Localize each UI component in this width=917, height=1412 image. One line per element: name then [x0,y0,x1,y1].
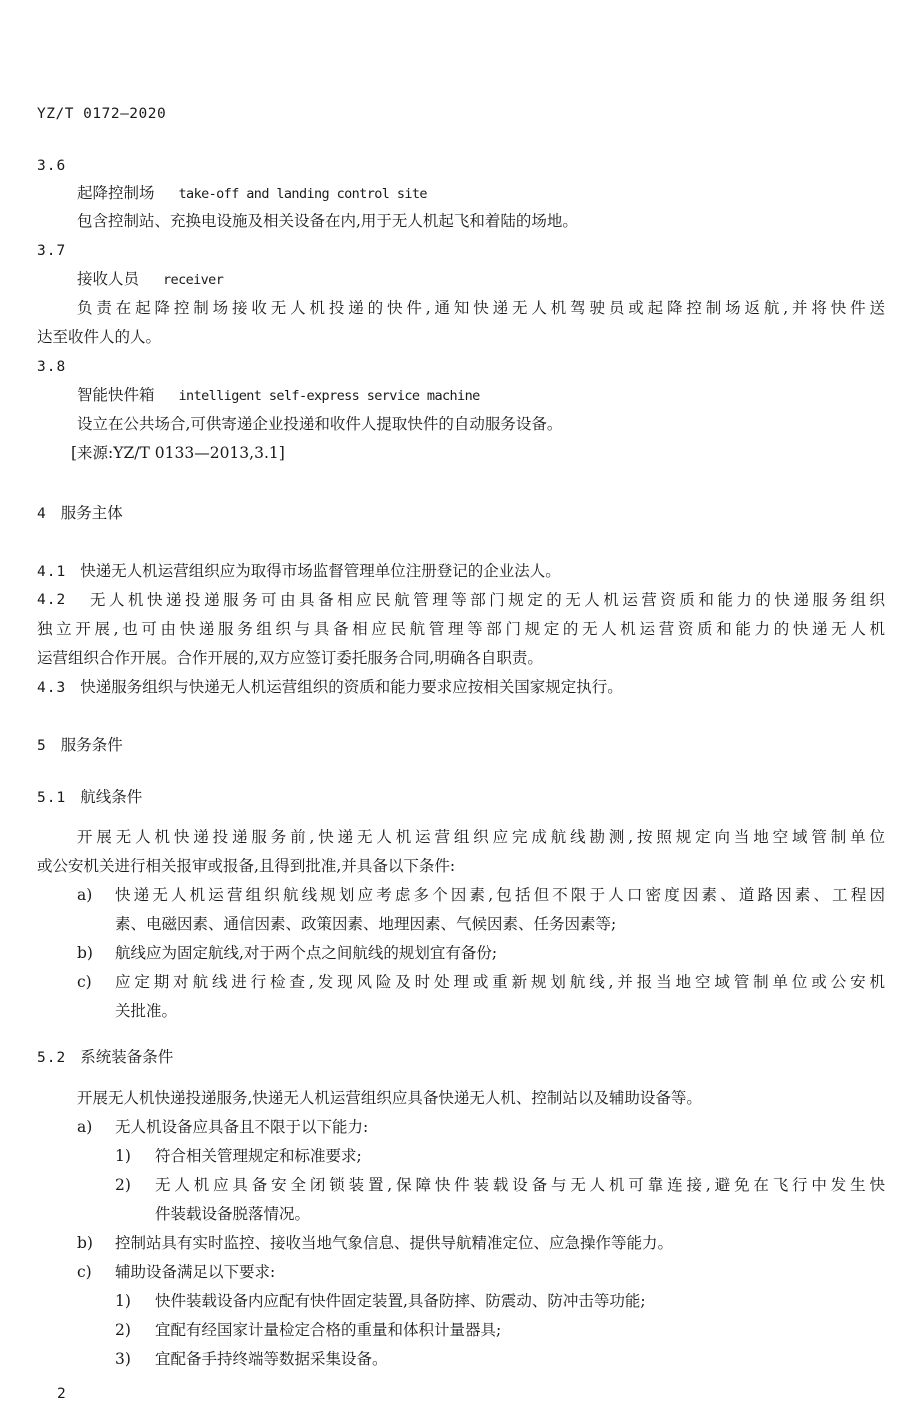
section-title: 服务条件 [60,736,123,754]
clause-4-2-line1: 无人机快递投递服务可由具备相应民航管理等部门规定的无人机运营资质和能力的快递服务组织 [90,591,885,609]
clause-number: 4.3 [37,680,67,696]
page-number: 2 [57,1386,67,1402]
section-heading-5 [37,735,123,756]
clause-number-3-8: 3.8 [37,359,67,375]
term-cn: 智能快件箱 [77,386,155,404]
sublist-marker-5-2-a-1: 1) [115,1147,131,1165]
sublist-item-5-2-a-1: 符合相关管理规定和标准要求; [155,1147,362,1165]
subsection-heading-5-2 [37,1047,173,1068]
term-cn: 接收人员 [77,270,140,288]
sublist-item-5-2-c-1: 快件装载设备内应配有快件固定装置,具备防摔、防震动、防冲击等功能; [155,1292,646,1310]
sublist-item-5-2-a-2-line2: 件装载设备脱落情况。 [155,1205,311,1223]
list-marker-5-2-a: a) [77,1118,93,1136]
definition-3-7-line1: 负责在起降控制场接收无人机投递的快件,通知快递无人机驾驶员或起降控制场返航,并将快件送 [77,299,885,317]
term-en: intelligent self-express service machine [178,388,480,404]
term-cn: 起降控制场 [77,184,155,202]
list-item-5-1-a-line1: 快递无人机运营组织航线规划应考虑多个因素,包括但不限于人口密度因素、道路因素、工程因 [115,886,885,904]
list-item-5-1-c-line2: 关批准。 [115,1002,178,1020]
list-marker-5-2-b: b) [77,1234,93,1252]
source-note-3-8: [来源:YZ/T 0133—2013,3.1] [71,444,285,462]
sublist-marker-5-2-c-2: 2) [115,1321,131,1339]
definition-3-8: 设立在公共场合,可供寄递企业投递和收件人提取快件的自动服务设备。 [77,415,563,433]
list-item-5-2-b: 控制站具有实时监控、接收当地气象信息、提供导航精准定位、应急操作等能力。 [115,1234,674,1252]
subsection-heading-5-1 [37,787,142,808]
subsection-title: 航线条件 [80,788,143,806]
sublist-item-5-2-a-2-line1: 无人机应具备安全闭锁装置,保障快件装载设备与无人机可靠连接,避免在飞行中发生快 [155,1176,885,1194]
para-5-1-intro-line2: 或公安机关进行相关报审或报备,且得到批准,并具备以下条件: [37,857,456,875]
list-marker-5-1-a: a) [77,886,93,904]
subsection-number: 5.1 [37,790,67,806]
list-item-5-2-c: 辅助设备满足以下要求: [115,1263,276,1281]
clause-4-2-line2: 独立开展,也可由快递服务组织与具备相应民航管理等部门规定的无人机运营资质和能力的快递无人机 [37,620,885,638]
subsection-title: 系统装备条件 [80,1048,174,1066]
section-heading-4 [37,503,123,524]
term-3-6 [77,183,427,204]
clause-number-4-2: 4.2 [37,592,67,608]
sublist-item-5-2-c-2: 宜配有经国家计量检定合格的重量和体积计量器具; [155,1321,502,1339]
sublist-marker-5-2-c-3: 3) [115,1350,131,1368]
list-item-5-1-a-line2: 素、电磁因素、通信因素、政策因素、地理因素、气候因素、任务因素等; [115,915,617,933]
sublist-marker-5-2-a-2: 2) [115,1176,131,1194]
list-marker-5-1-c: c) [77,973,92,991]
para-5-2-intro: 开展无人机快递投递服务,快递无人机运营组织应具备快递无人机、控制站以及辅助设备等。 [77,1089,702,1107]
term-3-7 [77,269,223,290]
sublist-marker-5-2-c-1: 1) [115,1292,131,1310]
term-3-8 [77,385,480,406]
definition-3-6: 包含控制站、充换电设施及相关设备在内,用于无人机起飞和着陆的场地。 [77,212,578,230]
section-number: 5 [37,738,47,754]
subsection-number: 5.2 [37,1050,67,1066]
term-en: receiver [163,272,224,288]
sublist-item-5-2-c-3: 宜配备手持终端等数据采集设备。 [155,1350,388,1368]
clause-number-3-6: 3.6 [37,158,67,174]
list-item-5-1-c-line1: 应定期对航线进行检查,发现风险及时处理或重新规划航线,并报当地空域管制单位或公安机 [115,973,885,991]
list-item-5-1-b: 航线应为固定航线,对于两个点之间航线的规划宜有备份; [115,944,498,962]
definition-3-7-line2: 达至收件人的人。 [37,328,162,346]
clause-text: 快递无人机运营组织应为取得市场监督管理单位注册登记的企业法人。 [80,562,561,580]
clause-4-3 [37,677,623,698]
standard-code: YZ/T 0172—2020 [37,106,167,122]
clause-number-3-7: 3.7 [37,243,67,259]
clause-4-2-line3: 运营组织合作开展。合作开展的,双方应签订委托服务合同,明确各自职责。 [37,649,543,667]
list-item-5-2-a: 无人机设备应具备且不限于以下能力: [115,1118,369,1136]
para-5-1-intro-line1: 开展无人机快递投递服务前,快递无人机运营组织应完成航线勘测,按照规定向当地空域管制单位 [77,828,885,846]
term-en: take-off and landing control site [178,186,427,202]
clause-number: 4.1 [37,564,67,580]
section-number: 4 [37,506,47,522]
list-marker-5-2-c: c) [77,1263,92,1281]
clause-4-1 [37,561,561,582]
section-title: 服务主体 [60,504,123,522]
list-marker-5-1-b: b) [77,944,93,962]
clause-text: 快递服务组织与快递无人机运营组织的资质和能力要求应按相关国家规定执行。 [80,678,623,696]
